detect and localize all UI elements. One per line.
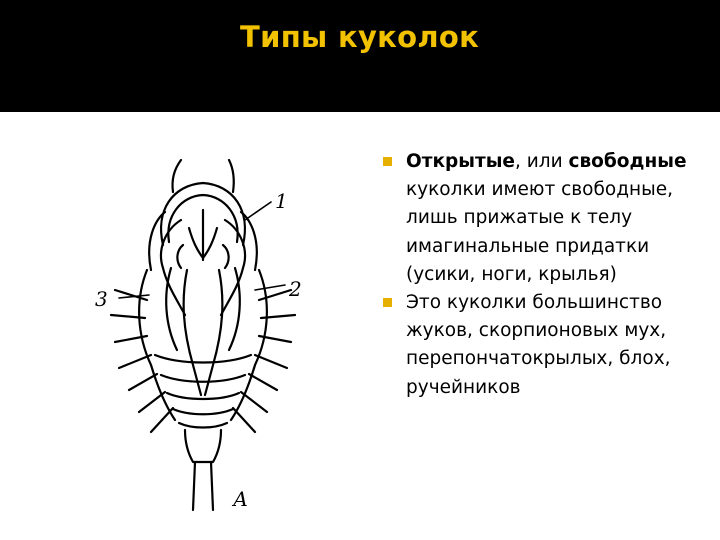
leg-left — [184, 270, 201, 395]
bullet-square-icon — [383, 157, 392, 166]
bullet-item-examples: Это куколки большинство жуков, скорпионовых мух, перепончатокрылых, блох, ручейников — [382, 289, 712, 402]
label-a: А — [233, 487, 249, 511]
antenna-tip-left — [172, 160, 181, 192]
label-3: 3 — [95, 287, 108, 311]
label-1: 1 — [275, 189, 288, 213]
bullet-square-icon — [383, 298, 392, 307]
label-2: 2 — [289, 277, 302, 301]
slide-title: Типы куколок — [240, 20, 480, 54]
leg-right — [205, 270, 222, 395]
antenna-tip-right — [229, 160, 234, 192]
bullet-list — [382, 148, 712, 402]
title-bar — [0, 0, 720, 112]
wing-left — [166, 268, 177, 350]
pupa-illustration — [85, 150, 335, 530]
bullet-item-open-pupae: Открытые, или свободные куколки имеют свободные, лишь прижатые к телу имагинальные придатки (усики, ноги, крылья) — [382, 148, 712, 289]
wing-right — [229, 268, 240, 350]
